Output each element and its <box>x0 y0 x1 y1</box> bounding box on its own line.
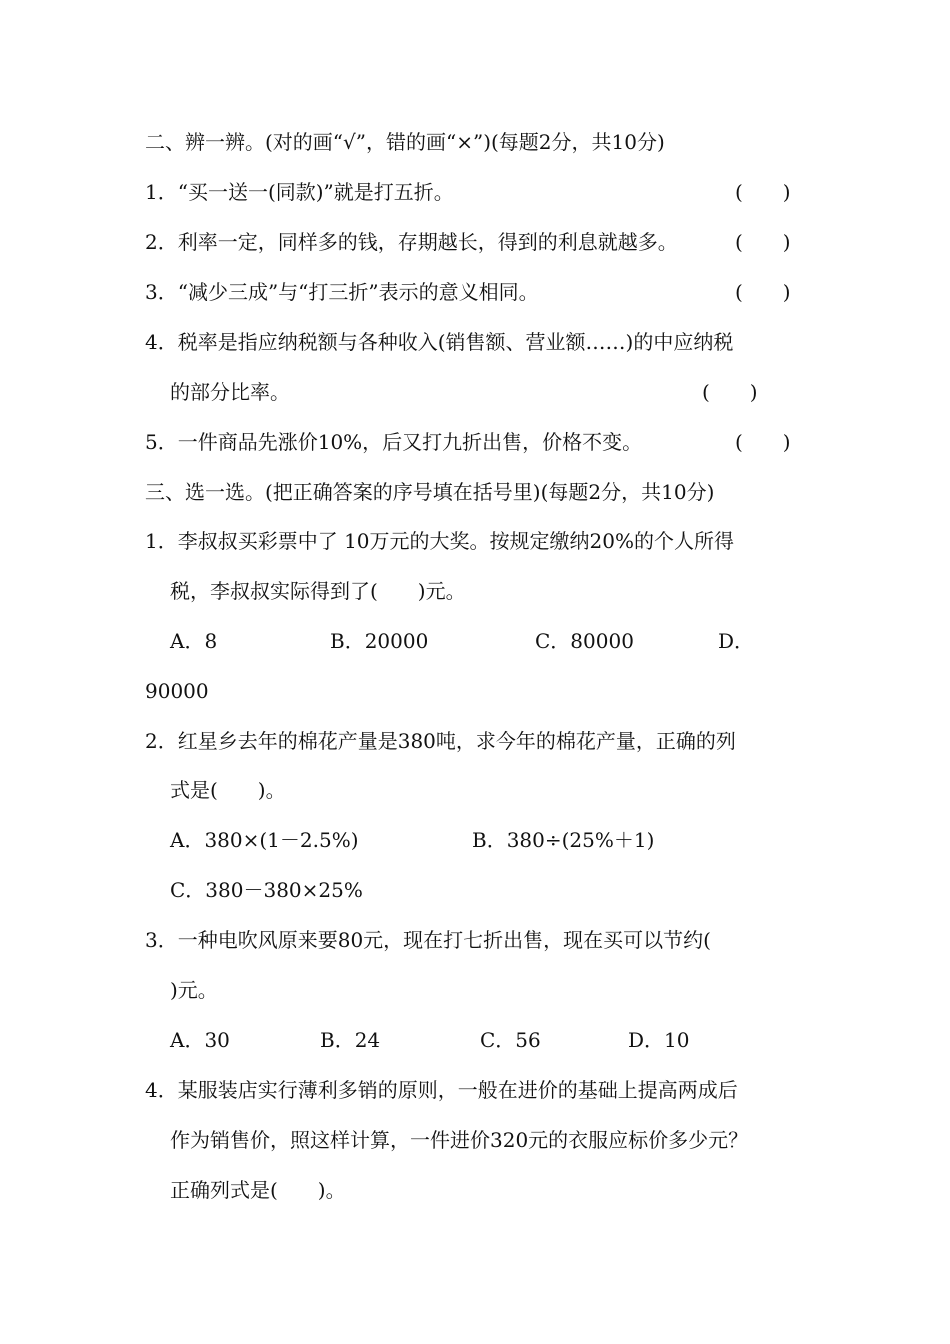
s2-item-4-cont: 的部分比率。 <box>170 380 290 404</box>
s2-item-3: 3．“减少三成”与“打三折”表示的意义相同。 <box>145 280 539 304</box>
s3-q1-line2: 税，李叔叔实际得到了( )元。 <box>170 579 466 603</box>
s2-item-1-bracket: ( ) <box>735 180 791 204</box>
s3-q1-line1: 1．李叔叔买彩票中了 10万元的大奖。按规定缴纳20%的个人所得 <box>145 529 734 553</box>
s3-q4-line1: 4．某服装店实行薄利多销的原则，一般在进价的基础上提高两成后 <box>145 1078 738 1102</box>
s3-q2-option-b: B．380÷(25%＋1) <box>472 828 655 852</box>
s3-q3-option-c: C．56 <box>480 1028 541 1052</box>
s3-q4-line2: 作为销售价，照这样计算，一件进价320元的衣服应标价多少元？ <box>170 1128 749 1152</box>
s3-q4-line3: 正确列式是( )。 <box>170 1178 346 1202</box>
s2-item-2: 2．利率一定，同样多的钱，存期越长，得到的利息就越多。 <box>145 230 678 254</box>
s3-q1-option-b: B．20000 <box>330 629 429 653</box>
s2-item-3-bracket: ( ) <box>735 280 791 304</box>
s2-item-2-bracket: ( ) <box>735 230 791 254</box>
s3-q1-option-d-value: 90000 <box>145 679 209 703</box>
s3-q3-option-b: B．24 <box>320 1028 381 1052</box>
s3-q1-option-d: D． <box>718 629 755 653</box>
section3-heading: 三、选一选。(把正确答案的序号填在括号里)(每题2分，共10分) <box>145 480 715 504</box>
s3-q3-line2: )元。 <box>170 978 218 1002</box>
s3-q3-line1: 3．一种电吹风原来要80元，现在打七折出售，现在买可以节约( <box>145 928 711 952</box>
s3-q1-option-a: A．8 <box>170 629 218 653</box>
s2-item-1: 1．“买一送一(同款)”就是打五折。 <box>145 180 454 204</box>
s3-q2-line2: 式是( )。 <box>170 778 286 802</box>
s3-q2-option-a: A．380×(1－2.5%) <box>170 828 359 852</box>
section2-heading: 二、辨一辨。(对的画“√”，错的画“×”)(每题2分，共10分) <box>145 130 665 154</box>
s2-item-5-bracket: ( ) <box>735 430 791 454</box>
s3-q2-line1: 2．红星乡去年的棉花产量是380吨，求今年的棉花产量，正确的列 <box>145 729 736 753</box>
s3-q1-option-c: C．80000 <box>535 629 634 653</box>
s3-q3-option-a: A．30 <box>170 1028 230 1052</box>
s3-q2-option-c: C．380－380×25% <box>170 878 363 902</box>
s3-q3-option-d: D．10 <box>628 1028 690 1052</box>
s2-item-5: 5．一件商品先涨价10%，后又打九折出售，价格不变。 <box>145 430 643 454</box>
s2-item-4: 4．税率是指应纳税额与各种收入(销售额、营业额……)的中应纳税 <box>145 330 734 354</box>
s2-item-4-bracket: ( ) <box>702 380 758 404</box>
